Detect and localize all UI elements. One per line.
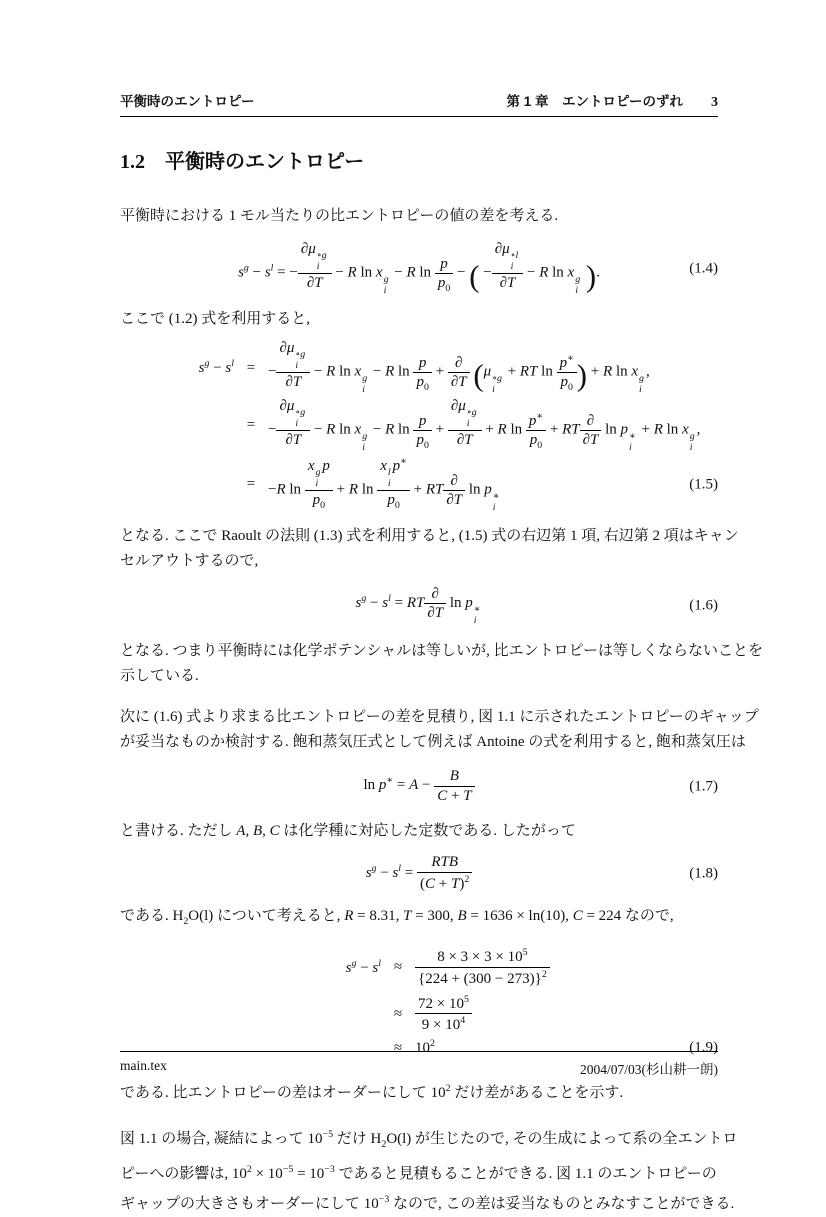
text-line: が妥当なものか検討する. 飽和蒸気圧式として例えば Antoine の式を利用すると, 飽和蒸気圧は: [120, 733, 746, 750]
text-line: ここで (1.2) 式を利用すると,: [120, 310, 310, 327]
equation-row: [158, 456, 718, 514]
equation-row: [305, 944, 718, 992]
equation-rhs: − ∂μ ∘g i ∂T − R ln x g i − R ln $\frac{p}{p_0}$ + ∂ ∂T (μ ∘g i + RT ln $\frac{p^∗}{p_0}$ ) + R ln x g i ,: [268, 339, 650, 395]
text-line: と書ける. ただし A, B, C は化学種に対応した定数である. したがって: [120, 822, 576, 839]
equation-1-6: [120, 586, 718, 627]
equation-1-4: [120, 241, 718, 297]
text-line: セルアウトするので,: [120, 552, 259, 569]
equation-relation: =: [246, 417, 256, 434]
header-section-title: 平衡時のエントロピー: [120, 94, 255, 109]
equation-body: $s^g - s^l$ = − ∂μ ∘g i ∂T − R ln x g i − R ln $\frac{p}{p_0}$ − ( − ∂μ ∘l i ∂T − R ln x g i ).: [238, 241, 600, 297]
paragraph-2: [120, 307, 718, 332]
equation-number: (1.7): [689, 778, 718, 795]
paragraph-4: [120, 639, 763, 689]
text-line: 平衡時における 1 モル当たりの比エントロピーの値の差を考える.: [120, 208, 559, 224]
section-heading: [120, 145, 718, 174]
equation-row: [305, 994, 718, 1035]
text-line: 示している.: [120, 667, 199, 684]
running-header: [120, 0, 718, 117]
text-line: 図 1.1 の場合, 凝結によって $10^{-5}$ だけ $H_2O(l)$ が生じたので, その生成によって系の全エントロ: [120, 1129, 738, 1151]
equation-lhs: $s^g - s^l$: [198, 358, 234, 377]
equation-rhs: −R ln x g i p $p_0$ + R ln x l i p∗ $p_0$ + RT ∂ ∂T ln p ∗ i: [268, 455, 500, 513]
equation-relation: ≈: [393, 1005, 403, 1022]
equation-1-9: [305, 944, 718, 1061]
equation-rhs: − ∂μ ∘g i ∂T − R ln x g i − R ln $\frac{p}{p_0}$ + ∂μ ∘g i ∂T + R ln $\frac{p^∗}{p_0}$ + RT ∂ ∂T ln p ∗ i + R ln x g i ,: [268, 397, 701, 453]
footer-date: 2004/07/03(杉山耕一朗): [580, 1062, 718, 1077]
paragraph-3: [120, 524, 739, 574]
equation-relation: ≈: [393, 959, 403, 976]
equation-1-7: [120, 767, 718, 807]
section-number: 1.2: [120, 151, 145, 173]
page-content: [120, 0, 763, 1217]
page-footer: [120, 1051, 718, 1078]
equation-number: (1.5): [689, 476, 718, 493]
equation-body: $s^g - s^l$ = RTB $(C + T)^2$: [366, 854, 473, 893]
equation-row: [158, 398, 718, 454]
equation-row: [158, 340, 718, 396]
text-line: ピーへの影響は, $10^2 \times 10^{-5} = 10^{-3}$ であると見積もることができる. 図 1.1 のエントロピーの: [120, 1164, 717, 1183]
paragraph-5: [120, 705, 759, 755]
equation-number: (1.8): [689, 865, 718, 882]
equation-relation: =: [246, 476, 256, 493]
paragraph-7: [120, 904, 718, 934]
header-page-number: 3: [711, 95, 718, 110]
paragraph-9: [120, 1122, 738, 1217]
equation-lhs: $s^g - s^l$: [345, 957, 381, 976]
equation-1-5: [158, 340, 718, 514]
equation-rhs: $\frac{8 \times 3 \times 3 \times 10^5}{\{224 + (300 - 273)\}^2}$: [415, 947, 550, 988]
equation-relation: =: [246, 359, 256, 376]
text-line: となる. つまり平衡時には化学ポテンシャルは等しいが, 比エントロピーは等しくならないことを: [120, 642, 763, 659]
header-right: [507, 90, 718, 111]
text-line: となる. ここで Raoult の法則 (1.3) 式を利用すると, (1.5) 式の右辺第 1 項, 右辺第 2 項はキャン: [120, 527, 739, 544]
equation-body: ln p∗ = A − $\frac{B}{C + T}$: [363, 768, 474, 805]
paragraph-1: [120, 204, 718, 229]
equation-rhs: $10^2$: [415, 1038, 435, 1057]
footer-filename: main.tex: [120, 1058, 167, 1073]
equation-number: (1.6): [689, 597, 718, 614]
text-line: である. 比エントロピーの差はオーダーにして $10^2$ だけ差があることを示す.: [120, 1083, 624, 1102]
header-chapter-title: 第 1 章 エントロピーのずれ: [506, 94, 683, 109]
paragraph-8: [120, 1076, 718, 1106]
equation-relation: ≈: [393, 1039, 403, 1056]
equation-body: $s^g - s^l$ = RT ∂ ∂T ln p ∗ i: [355, 585, 481, 626]
section-title: 平衡時のエントロピー: [165, 151, 365, 173]
equation-rhs: $\frac{72 \times 10^5}{9 \times 10^4}$: [415, 994, 472, 1035]
text-line: ギャップの大きさもオーダーにして $10^{-3}$ なので, この差は妥当なものとみなすことができる.: [120, 1194, 735, 1213]
equation-number: (1.9): [689, 1039, 718, 1056]
equation-1-8: [120, 854, 718, 894]
paragraph-6: [120, 819, 718, 844]
text-line: 次に (1.6) 式より求まる比エントロピーの差を見積り, 図 1.1 に示されたエントロピーのギャップ: [120, 708, 759, 725]
text-line: である. $H_2O(l)$ について考えると, R = 8.31, T = 300, B = 1636 × ln(10), C = 224 なので,: [120, 907, 674, 927]
equation-number: (1.4): [689, 260, 718, 277]
